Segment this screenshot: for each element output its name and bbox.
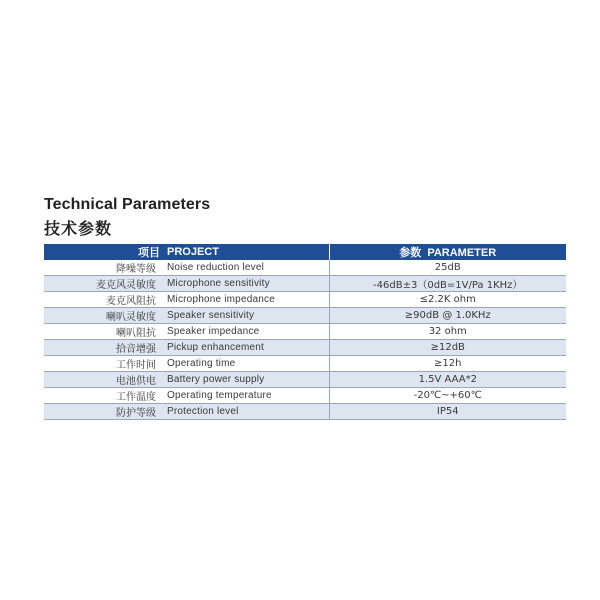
table-row	[44, 356, 566, 372]
row-label-en: Speaker sensitivity	[164, 308, 329, 324]
title-english: Technical Parameters	[44, 196, 211, 213]
row-label-en: Microphone sensitivity	[164, 276, 329, 292]
header-project-cn: 项目	[44, 244, 164, 260]
row-value: ≥90dB @ 1.0KHz	[329, 308, 566, 324]
header-parameter-cn: 参数	[399, 246, 422, 259]
table-row	[44, 276, 566, 292]
row-label-cn: 防护等级	[44, 404, 164, 420]
table-row	[44, 324, 566, 340]
table-row	[44, 340, 566, 356]
row-label-cn: 麦克风灵敏度	[44, 276, 164, 292]
table-row	[44, 404, 566, 420]
row-label-cn: 工作温度	[44, 388, 164, 404]
row-value: 32 ohm	[329, 324, 566, 340]
row-label-en: Speaker impedance	[164, 324, 329, 340]
row-label-cn: 喇叭灵敏度	[44, 308, 164, 324]
header-parameter-en: PARAMETER	[427, 247, 497, 259]
row-value: ≥12dB	[329, 340, 566, 356]
table-header-row	[44, 244, 566, 260]
row-label-cn: 麦克风阻抗	[44, 292, 164, 308]
title-chinese: 技术参数	[44, 219, 113, 238]
row-label-cn: 工作时间	[44, 356, 164, 372]
row-label-en: Microphone impedance	[164, 292, 329, 308]
row-value: -20℃~+60℃	[329, 388, 566, 404]
row-label-en: Noise reduction level	[164, 260, 329, 276]
table-row	[44, 292, 566, 308]
table-row	[44, 388, 566, 404]
row-label-cn: 喇叭阻抗	[44, 324, 164, 340]
table-row	[44, 372, 566, 388]
row-value: ≥12h	[329, 356, 566, 372]
row-label-cn: 拾音增强	[44, 340, 164, 356]
header-parameter	[329, 244, 566, 260]
row-label-en: Battery power supply	[164, 372, 329, 388]
row-label-en: Pickup enhancement	[164, 340, 329, 356]
spec-table	[44, 244, 566, 420]
row-value: 25dB	[329, 260, 566, 276]
table-row	[44, 308, 566, 324]
table-row	[44, 260, 566, 276]
row-value: IP54	[329, 404, 566, 420]
row-value: 1.5V AAA*2	[329, 372, 566, 388]
row-value: ≤2.2K ohm	[329, 292, 566, 308]
row-label-cn: 降噪等级	[44, 260, 164, 276]
row-label-en: Operating temperature	[164, 388, 329, 404]
row-label-en: Protection level	[164, 404, 329, 420]
row-label-cn: 电池供电	[44, 372, 164, 388]
row-label-en: Operating time	[164, 356, 329, 372]
header-project-en: PROJECT	[164, 244, 329, 260]
row-value: -46dB±3（0dB=1V/Pa 1KHz）	[329, 276, 566, 292]
